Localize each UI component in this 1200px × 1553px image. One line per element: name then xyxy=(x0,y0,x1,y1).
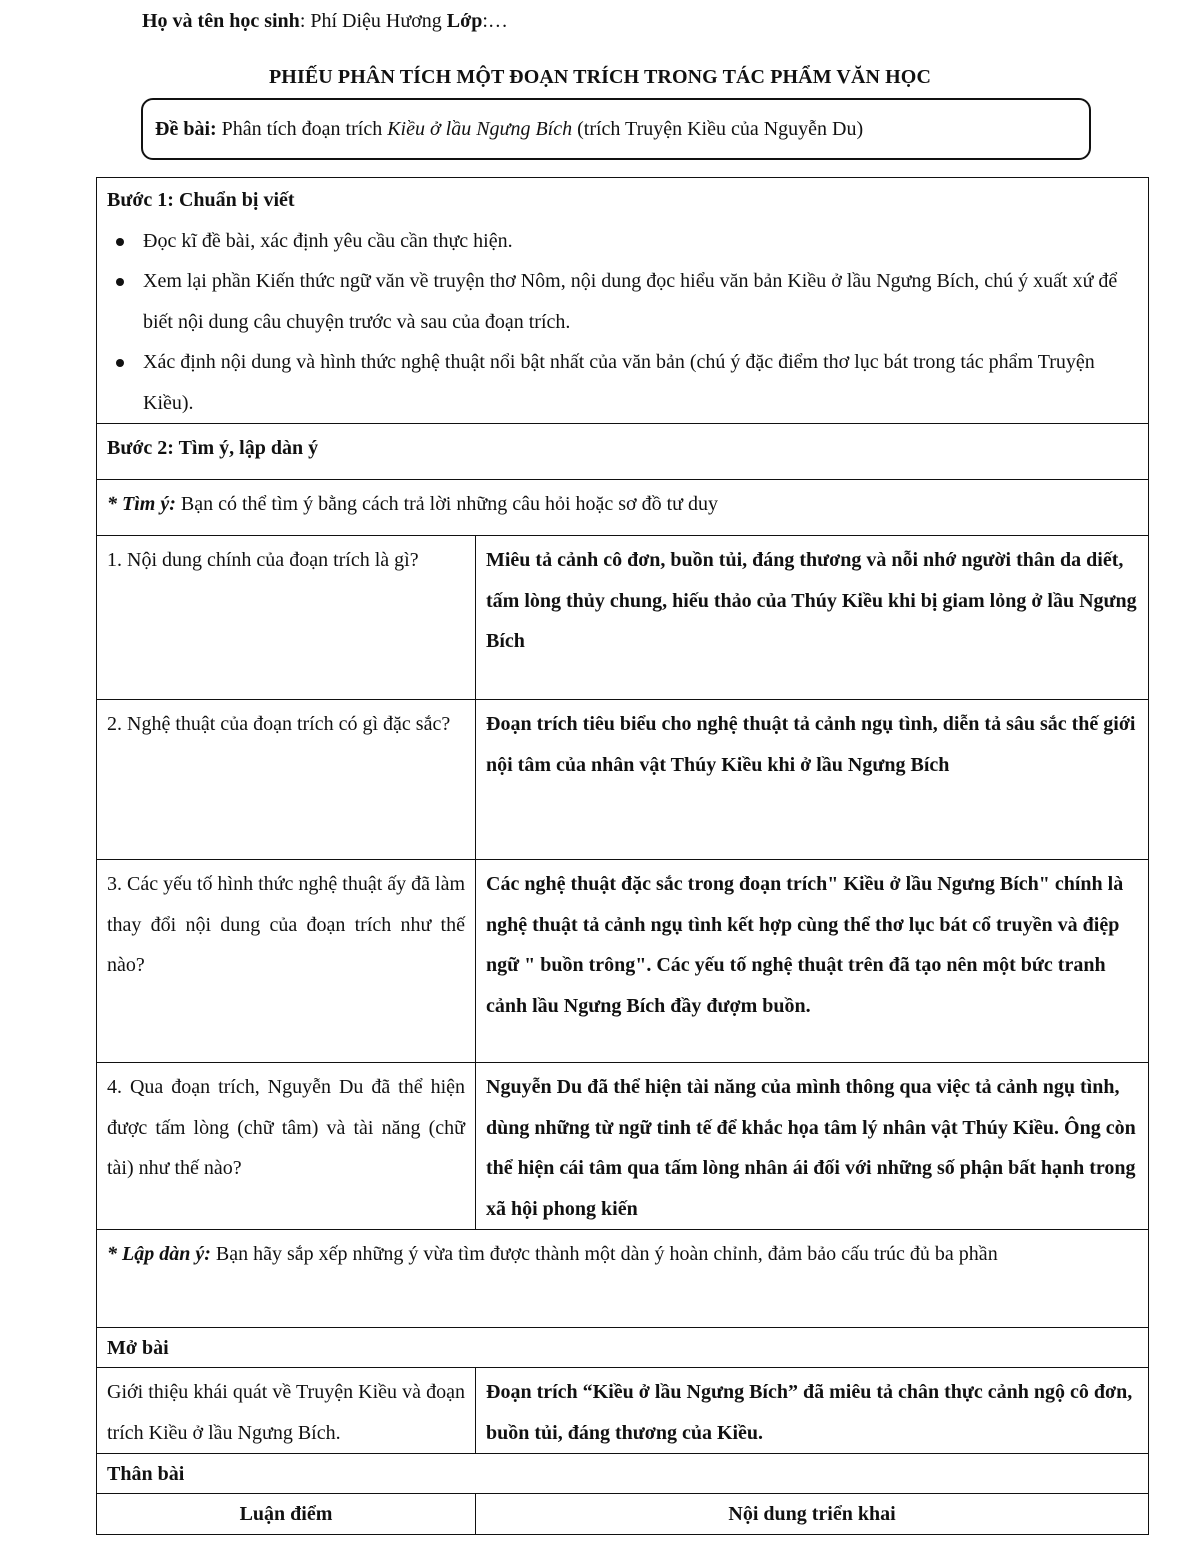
step2-heading: Bước 2: Tìm ý, lập dàn ý xyxy=(97,424,1149,480)
prompt-label: Đề bài: xyxy=(155,118,217,140)
intro-left-cell: Giới thiệu khái quát về Truyện Kiều và đoạn trích Kiều ở lầu Ngưng Bích. xyxy=(97,1368,476,1454)
list-item: Xem lại phần Kiến thức ngữ văn về truyện thơ Nôm, nội dung đọc hiểu văn bản Kiều ở lầu Ngưng Bích, chú ý xuất xứ để biết nội dung câu chuyện trước và sau của đoạn trích. xyxy=(143,261,1138,342)
question-cell: 2. Nghệ thuật của đoạn trích có gì đặc sắc? xyxy=(97,700,476,860)
question-cell: 4. Qua đoạn trích, Nguyễn Du đã thể hiện được tấm lòng (chữ tâm) và tài năng (chữ tài) như thế nào? xyxy=(97,1063,476,1230)
find-ideas-cell xyxy=(97,480,1149,536)
student-info-line xyxy=(142,10,508,33)
question-cell: 1. Nội dung chính của đoạn trích là gì? xyxy=(97,536,476,700)
intro-heading: Mở bài xyxy=(97,1328,1149,1368)
find-ideas-text: Bạn có thể tìm ý bằng cách trả lời những câu hỏi hoặc sơ đồ tư duy xyxy=(175,493,719,515)
class-value[interactable]: :… xyxy=(482,10,508,32)
table-row xyxy=(97,700,1149,860)
step1-bullet-list xyxy=(107,221,1138,424)
find-ideas-row xyxy=(97,480,1149,536)
step1-row xyxy=(97,178,1149,424)
step1-cell xyxy=(97,178,1149,424)
outline-row xyxy=(97,1230,1149,1328)
body-heading-row xyxy=(97,1454,1149,1494)
body-columns-row xyxy=(97,1494,1149,1535)
student-name-label: Họ và tên học sinh xyxy=(142,10,300,32)
prompt-work-title: Kiều ở lầu Ngưng Bích xyxy=(387,118,573,140)
table-row xyxy=(97,1063,1149,1230)
intro-row xyxy=(97,1368,1149,1454)
list-item: Xác định nội dung và hình thức nghệ thuật nổi bật nhất của văn bản (chú ý đặc điểm thơ lục bát trong tác phẩm Truyện Kiều). xyxy=(143,342,1138,423)
answer-cell[interactable]: Nguyễn Du đã thể hiện tài năng của mình thông qua việc tả cảnh ngụ tình, dùng những từ ngữ tinh tế để khắc họa tâm lý nhân vật Thúy Kiều. Ông còn thể hiện cái tâm qua tấm lòng nhân ái đối với những số phận bất hạnh trong xã hội phong kiến xyxy=(476,1063,1149,1230)
column-header-noi-dung: Nội dung triển khai xyxy=(476,1494,1149,1535)
answer-cell[interactable]: Miêu tả cảnh cô đơn, buồn tủi, đáng thương và nỗi nhớ người thân da diết, tấm lòng thủy chung, hiếu thảo của Thúy Kiều khi bị giam lỏng ở lầu Ngưng Bích xyxy=(476,536,1149,700)
page-title: PHIẾU PHÂN TÍCH MỘT ĐOẠN TRÍCH TRONG TÁC PHẨM VĂN HỌC xyxy=(268,66,932,88)
step2-heading-row xyxy=(97,424,1149,480)
outline-text: Bạn hãy sắp xếp những ý vừa tìm được thành một dàn ý hoàn chỉnh, đảm bảo cấu trúc đủ ba phần xyxy=(210,1243,998,1265)
outline-cell xyxy=(97,1230,1149,1328)
column-header-luan-diem: Luận điểm xyxy=(97,1494,476,1535)
list-item: Đọc kĩ đề bài, xác định yêu cầu cần thực hiện. xyxy=(143,221,1138,262)
student-name-value[interactable]: : Phí Diệu Hương xyxy=(299,10,447,32)
intro-right-cell[interactable]: Đoạn trích “Kiều ở lầu Ngưng Bích” đã miêu tả chân thực cảnh ngộ cô đơn, buồn tủi, đáng thương của Kiều. xyxy=(476,1368,1149,1454)
class-label: Lớp xyxy=(446,10,483,32)
prompt-box xyxy=(141,98,1091,160)
body-heading: Thân bài xyxy=(97,1454,1149,1494)
table-row xyxy=(97,860,1149,1063)
find-ideas-label: * Tìm ý: xyxy=(107,493,176,515)
answer-cell[interactable]: Các nghệ thuật đặc sắc trong đoạn trích" Kiều ở lầu Ngưng Bích" chính là nghệ thuật tả cảnh ngụ tình kết hợp cùng thể thơ lục bát cổ truyền và điệp ngữ " buồn trông". Các yếu tố nghệ thuật trên đã tạo nên một bức tranh cảnh lầu Ngưng Bích đầy đượm buồn. xyxy=(476,860,1149,1063)
question-cell: 3. Các yếu tố hình thức nghệ thuật ấy đã làm thay đổi nội dung của đoạn trích như thế nào? xyxy=(97,860,476,1063)
prompt-text-before: Phân tích đoạn trích xyxy=(216,118,388,140)
outline-label: * Lập dàn ý: xyxy=(107,1243,211,1265)
step1-heading: Bước 1: Chuẩn bị viết xyxy=(107,189,295,211)
answer-cell[interactable]: Đoạn trích tiêu biểu cho nghệ thuật tả cảnh ngụ tình, diễn tả sâu sắc thế giới nội tâm của nhân vật Thúy Kiều khi ở lầu Ngưng Bích xyxy=(476,700,1149,860)
table-row xyxy=(97,536,1149,700)
prompt-text-after: (trích Truyện Kiều của Nguyễn Du) xyxy=(572,118,864,140)
worksheet-table xyxy=(96,177,1149,1535)
intro-heading-row xyxy=(97,1328,1149,1368)
